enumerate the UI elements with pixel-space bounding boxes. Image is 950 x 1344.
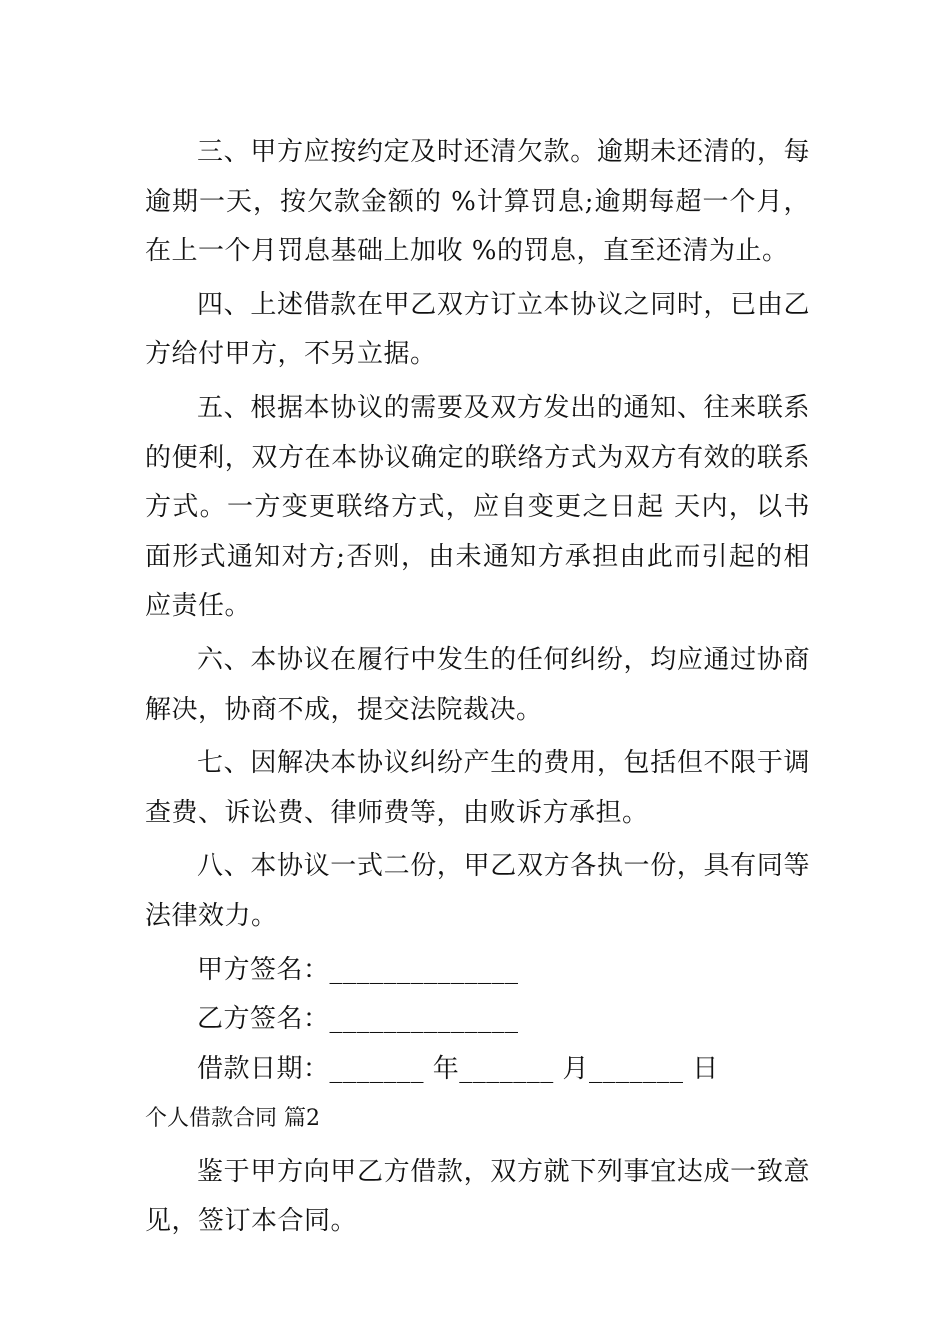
section-2-heading: 个人借款合同 篇2 <box>145 1106 320 1132</box>
clause-7: 七、因解决本协议纠纷产生的费用，包括但不限于调查费、诉讼费、律师费等，由败诉方承担。 <box>145 748 810 828</box>
party-b-signature-line: 乙方签名：______________ <box>197 1004 519 1035</box>
loan-date-line: 借款日期：_______ 年_______ 月_______ 日 <box>197 1053 719 1084</box>
clause-3: 三、甲方应按约定及时还清欠款。逾期未还清的，每逾期一天，按欠款金额的 %计算罚息;逾期每超一个月，在上一个月罚息基础上加收 %的罚息，直至还清为止。 <box>145 137 810 267</box>
clause-6: 六、本协议在履行中发生的任何纠纷，均应通过协商解决，协商不成，提交法院裁决。 <box>145 644 810 725</box>
clause-8: 八、本协议一式二份，甲乙双方各执一份，具有同等法律效力。 <box>145 851 810 931</box>
section-2-intro: 鉴于甲方向甲乙方借款，双方就下列事宜达成一致意见，签订本合同。 <box>145 1156 810 1237</box>
party-a-signature-line: 甲方签名：______________ <box>197 954 519 985</box>
clause-5: 五、根据本协议的需要及双方发出的通知、往来联系的便利，双方在本协议确定的联络方式为双方有效的联系方式。一方变更联络方式，应自变更之日起 天内，以书面形式通知对方;否则，由未通知方承担由此而引起的相应责任。 <box>145 392 810 622</box>
clause-4: 四、上述借款在甲乙双方订立本协议之同时，已由乙方给付甲方，不另立据。 <box>145 289 810 370</box>
document-body <box>145 128 810 1251</box>
